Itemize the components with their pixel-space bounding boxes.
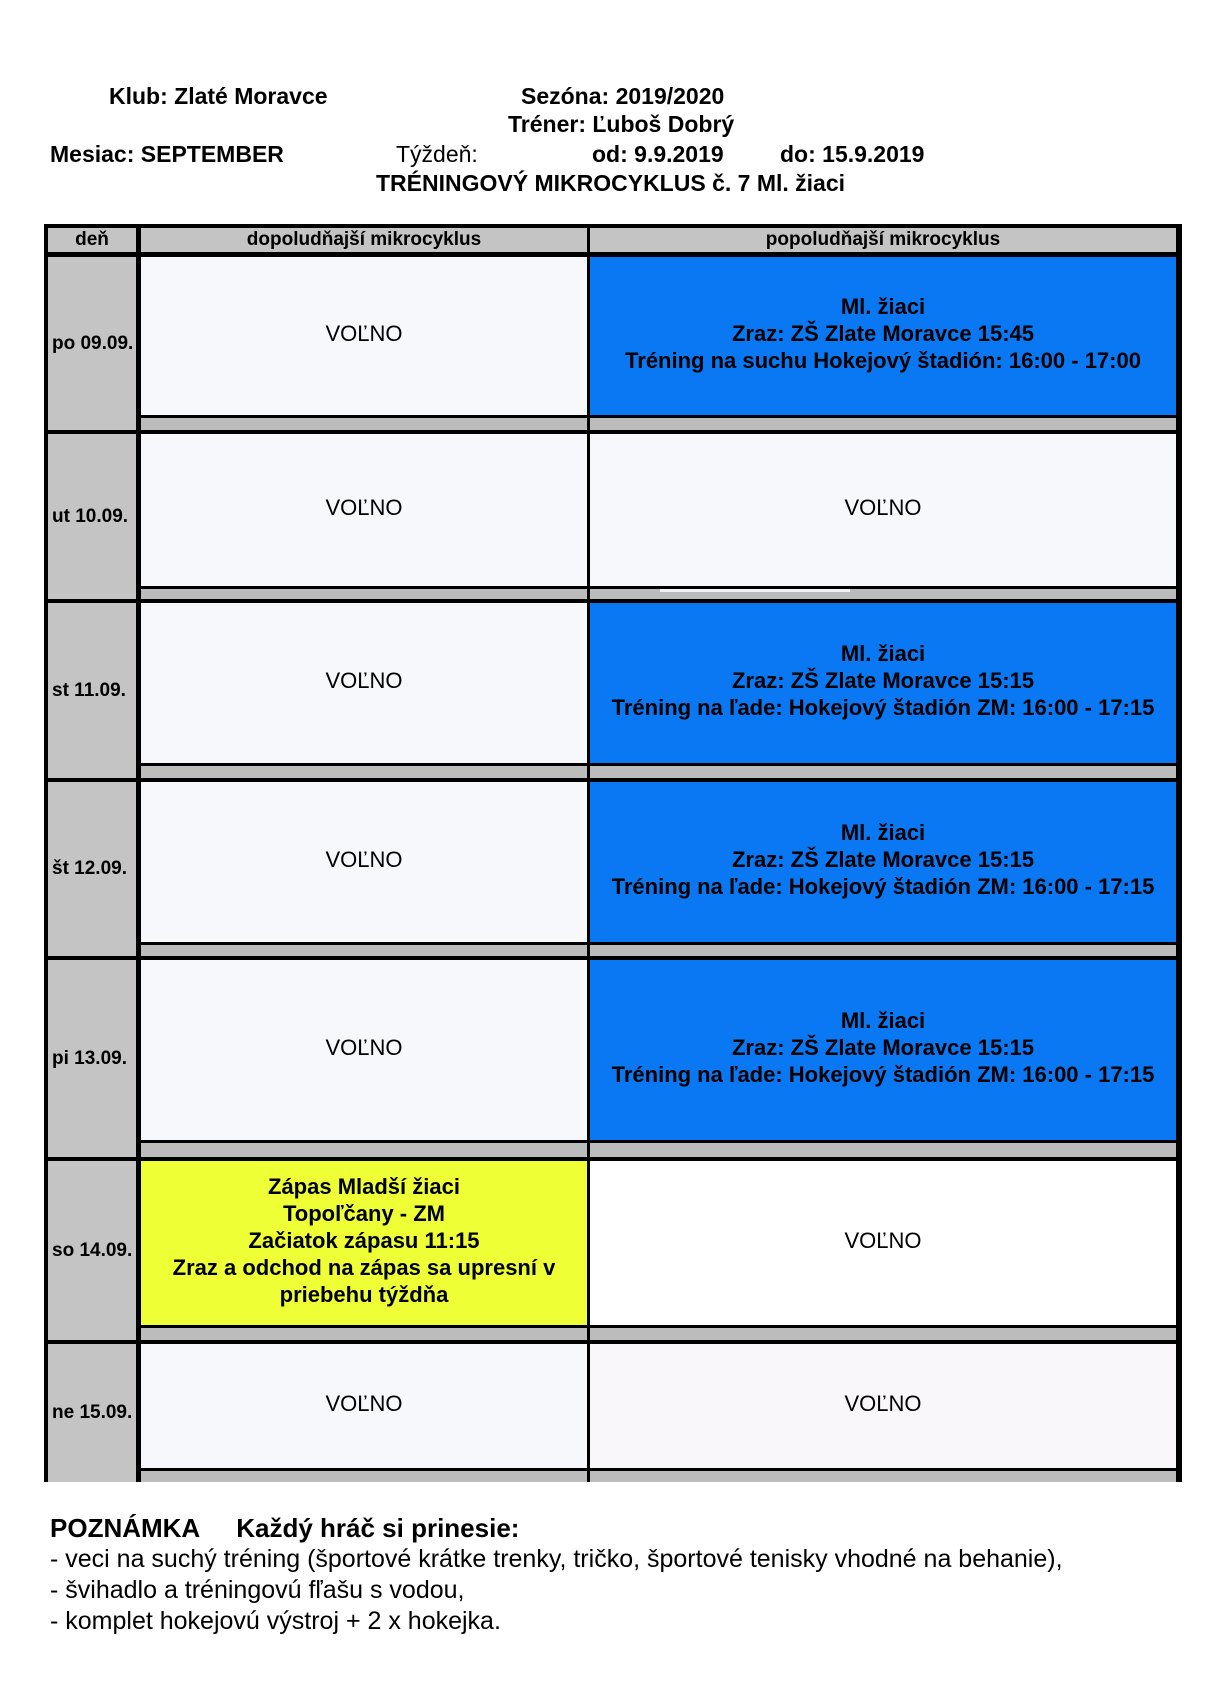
cell-text (325, 494, 402, 527)
cell-line: VOĽNO (844, 1227, 922, 1253)
cell-line: VOĽNO (325, 667, 403, 693)
cell-text (625, 293, 1141, 380)
schedule-table (44, 224, 1182, 1482)
afternoon-cell (590, 1344, 1176, 1468)
cell-line: Tréning na ľade: Hokejový štadión ZM: 16:00 - 17:15 (611, 694, 1155, 720)
cell-line: Topoľčany - ZM (282, 1200, 446, 1226)
row-separator-band (141, 418, 587, 430)
row-separator-band (590, 945, 1176, 956)
column-header-day: deň (48, 228, 136, 252)
row-separator-band (590, 1143, 1176, 1157)
row-separator-band (590, 766, 1176, 778)
cell-text (325, 320, 402, 353)
cell-line: priebehu týždňa (279, 1281, 449, 1307)
cell-text (325, 667, 402, 700)
cell-line: Tréning na ľade: Hokejový štadión ZM: 16:00 - 17:15 (611, 873, 1155, 899)
cell-line: Začiatok zápasu 11:15 (248, 1227, 480, 1253)
note-heading (50, 1513, 519, 1544)
cell-line: Zraz: ZŠ Zlate Moravce 15:15 (731, 846, 1034, 872)
morning-cell (141, 257, 587, 415)
afternoon-cell (590, 1161, 1176, 1325)
date-from: od: 9.9.2019 (592, 141, 724, 167)
afternoon-cell (590, 782, 1176, 942)
note-subtitle: Každý hráč si prinesie: (236, 1513, 520, 1543)
cell-line: Zápas Mladší žiaci (268, 1173, 460, 1199)
column-header-afternoon: popoludňajší mikrocyklus (590, 228, 1176, 252)
coach-label: Tréner: Ľuboš Dobrý (508, 111, 735, 137)
morning-cell (141, 782, 587, 942)
afternoon-cell (590, 434, 1176, 586)
cell-line: Zraz: ZŠ Zlate Moravce 15:15 (731, 667, 1034, 693)
cell-text (325, 1034, 402, 1067)
note-title: POZNÁMKA (50, 1513, 201, 1543)
cell-text (612, 640, 1155, 727)
cell-line: Ml. žiaci (840, 819, 926, 845)
cell-text (844, 1390, 921, 1423)
cell-line: VOĽNO (325, 1034, 403, 1060)
row-separator-band (141, 1328, 587, 1340)
cell-line: VOĽNO (844, 1390, 922, 1416)
row-separator-band (590, 1328, 1176, 1340)
day-cell: so 14.09. (48, 1161, 136, 1340)
cell-line: VOĽNO (844, 494, 922, 520)
day-cell: pi 13.09. (48, 960, 136, 1157)
row-separator-band (590, 418, 1176, 430)
week-label: Týždeň: (396, 141, 478, 167)
day-cell: ut 10.09. (48, 434, 136, 599)
row-separator-band (141, 766, 587, 778)
day-cell: st 11.09. (48, 603, 136, 778)
cell-line: Tréning na ľade: Hokejový štadión ZM: 16:00 - 17:15 (611, 1061, 1155, 1087)
cell-line: Tréning na suchu Hokejový štadión: 16:00 - 17:00 (625, 347, 1141, 373)
cell-line: VOĽNO (325, 494, 403, 520)
row-separator-band (141, 1143, 587, 1157)
cell-text (612, 1007, 1155, 1094)
cell-line: Zraz: ZŠ Zlate Moravce 15:45 (731, 320, 1034, 346)
morning-cell (141, 434, 587, 586)
cell-line: Zraz a odchod na zápas sa upresní v (172, 1254, 556, 1280)
morning-cell (141, 1161, 587, 1325)
cell-line: Zraz: ZŠ Zlate Moravce 15:15 (731, 1034, 1034, 1060)
day-cell: po 09.09. (48, 257, 136, 430)
cell-text (612, 819, 1155, 906)
cell-line: VOĽNO (325, 846, 403, 872)
date-to: do: 15.9.2019 (780, 141, 925, 167)
cell-line: VOĽNO (325, 1390, 403, 1416)
row-separator-band (141, 589, 587, 599)
afternoon-cell (590, 960, 1176, 1140)
page-title: TRÉNINGOVÝ MIKROCYKLUS č. 7 Ml. žiaci (376, 170, 846, 196)
cell-line: Ml. žiaci (840, 1007, 926, 1033)
cell-text (844, 494, 921, 527)
row-separator-band (141, 945, 587, 956)
day-cell: ne 15.09. (48, 1344, 136, 1482)
cell-line: VOĽNO (325, 320, 403, 346)
cell-text (844, 1227, 921, 1260)
note-item: - švihadlo a tréningovú fľašu s vodou, (50, 1576, 465, 1604)
morning-cell (141, 1344, 587, 1468)
note-item: - komplet hokejovú výstroj + 2 x hokejka. (50, 1607, 501, 1635)
column-header-morning: dopoludňajší mikrocyklus (141, 228, 587, 252)
cell-line: Ml. žiaci (840, 640, 926, 666)
row-separator-band (590, 1471, 1176, 1482)
cell-text (325, 846, 402, 879)
club-label: Klub: Zlaté Moravce (109, 83, 328, 109)
note-item: - veci na suchý tréning (športové krátke trenky, tričko, športové tenisky vhodné na behanie), (50, 1545, 1063, 1573)
cell-line: Ml. žiaci (840, 293, 926, 319)
season-label: Sezóna: 2019/2020 (521, 83, 725, 109)
day-cell: št 12.09. (48, 782, 136, 956)
month-label: Mesiac: SEPTEMBER (50, 141, 284, 167)
afternoon-cell (590, 603, 1176, 763)
row-separator-band (141, 1471, 587, 1482)
cell-text (173, 1173, 556, 1314)
afternoon-cell (590, 257, 1176, 415)
band-highlight (660, 589, 850, 592)
cell-text (325, 1390, 402, 1423)
morning-cell (141, 603, 587, 763)
morning-cell (141, 960, 587, 1140)
